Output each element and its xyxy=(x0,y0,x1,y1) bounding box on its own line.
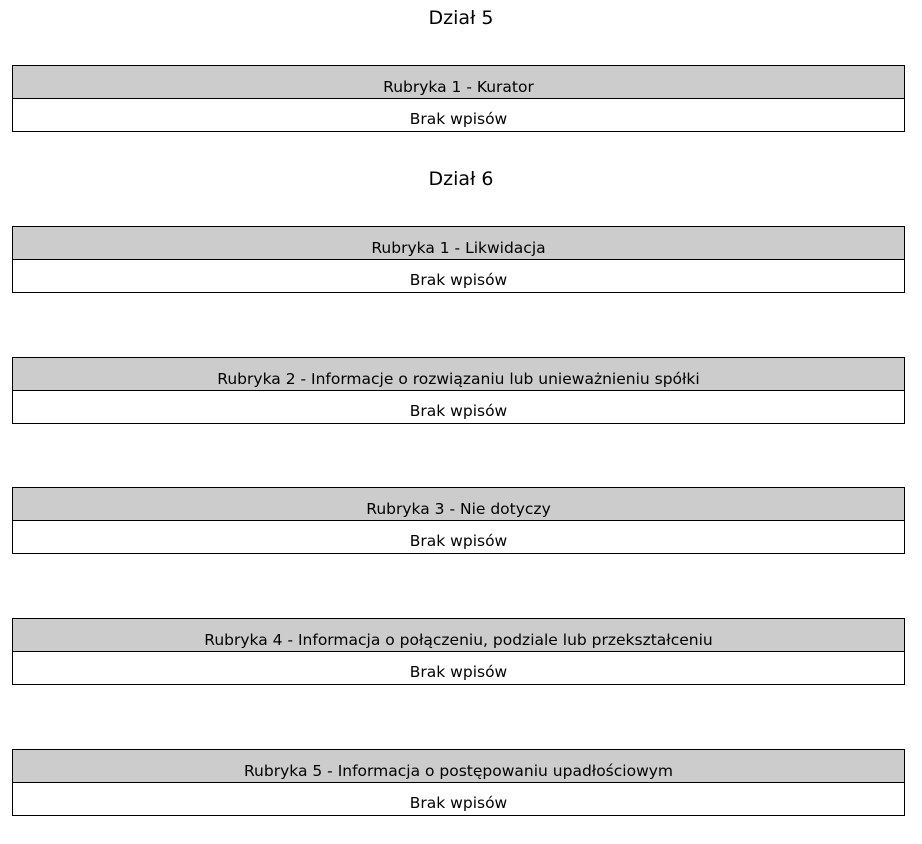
rubric-header: Rubryka 2 - Informacje o rozwiązaniu lub unieważnieniu spółki xyxy=(13,358,904,391)
rubric-body: Brak wpisów xyxy=(13,391,904,423)
section-5-title: Dział 5 xyxy=(428,7,494,29)
rubric-kurator xyxy=(12,65,905,132)
rubric-header: Rubryka 5 - Informacja o postępowaniu upadłościowym xyxy=(13,750,904,783)
rubric-header: Rubryka 1 - Likwidacja xyxy=(13,227,904,260)
rubric-header: Rubryka 3 - Nie dotyczy xyxy=(13,488,904,521)
rubric-body: Brak wpisów xyxy=(13,521,904,553)
rubric-body: Brak wpisów xyxy=(13,99,904,131)
rubric-header: Rubryka 4 - Informacja o połączeniu, podziale lub przekształceniu xyxy=(13,619,904,652)
rubric-nie-dotyczy xyxy=(12,487,905,554)
rubric-body: Brak wpisów xyxy=(13,783,904,815)
section-6-title: Dział 6 xyxy=(428,168,494,190)
rubric-body: Brak wpisów xyxy=(13,652,904,684)
rubric-polaczenie xyxy=(12,618,905,685)
rubric-likwidacja xyxy=(12,226,905,293)
rubric-rozwiazanie xyxy=(12,357,905,424)
rubric-upadlosc xyxy=(12,749,905,816)
rubric-body: Brak wpisów xyxy=(13,260,904,292)
rubric-header: Rubryka 1 - Kurator xyxy=(13,66,904,99)
